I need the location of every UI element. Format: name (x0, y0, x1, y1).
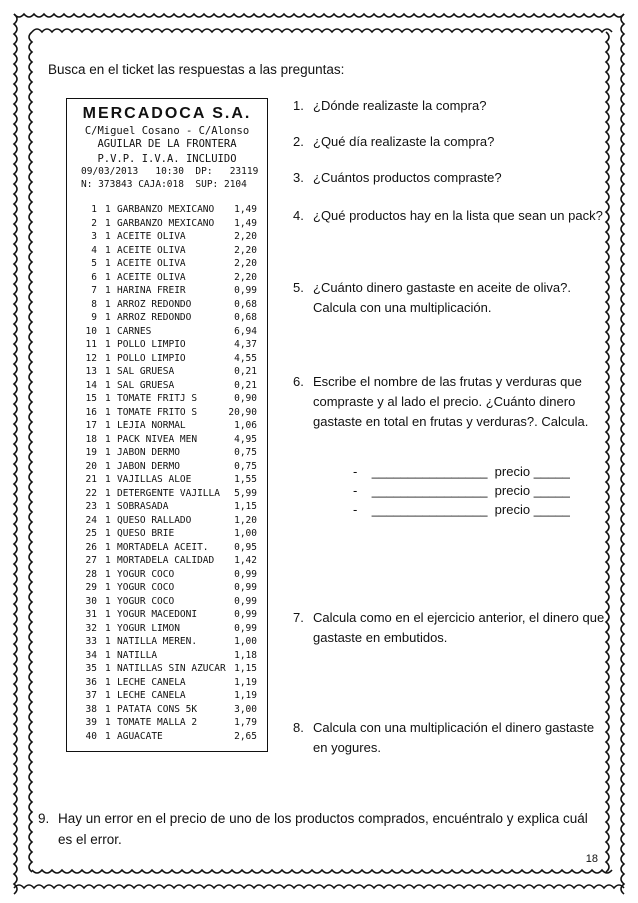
item-description: YOGUR COCO (117, 568, 175, 580)
item-price: 2,20 (234, 258, 257, 269)
item-price: 20,90 (228, 406, 257, 418)
question-number: 5. (293, 280, 304, 295)
item-index: 3 (91, 231, 97, 242)
item-price: 1,20 (234, 514, 257, 526)
item-quantity: 1 (105, 514, 111, 526)
item-description: YOGUR COCO (117, 595, 175, 607)
item-description: VAJILLAS ALOE (117, 474, 192, 485)
item-description: GARBANZO MEXICANO (117, 217, 215, 229)
item-quantity: 1 (105, 433, 111, 445)
receipt-address-1: C/Miguel Cosano - C/Alonso (84, 125, 250, 137)
item-price: 0,90 (234, 393, 257, 404)
item-price: 6,94 (234, 325, 257, 337)
item-description: ARROZ REDONDO (117, 312, 192, 323)
item-index: 16 (85, 406, 97, 418)
item-price: 4,55 (234, 352, 257, 364)
receipt-ticket (66, 98, 268, 752)
item-index: 7 (91, 285, 97, 296)
item-index: 39 (85, 717, 97, 728)
item-description: GARBANZO MEXICANO (117, 204, 215, 215)
item-price: 2,20 (234, 231, 257, 242)
item-index: 38 (85, 703, 97, 715)
item-price: 3,00 (234, 703, 257, 715)
item-description: PACK NIVEA MEN (117, 433, 198, 445)
item-quantity: 1 (105, 663, 111, 674)
item-description: PATATA CONS 5K (117, 703, 198, 715)
item-index: 26 (85, 541, 97, 553)
item-price: 0,99 (234, 609, 257, 620)
item-quantity: 1 (105, 352, 111, 364)
question-6 (293, 372, 605, 432)
item-quantity: 1 (105, 609, 111, 620)
question-4 (293, 206, 605, 226)
item-price: 1,79 (234, 717, 257, 728)
item-quantity: 1 (105, 217, 111, 229)
question-9 (38, 808, 598, 850)
item-quantity: 1 (105, 676, 111, 688)
item-price: 1,49 (234, 204, 257, 215)
receipt-date-line: 09/03/2013 10:30 DP: 23119 (81, 166, 259, 177)
item-index: 20 (85, 460, 97, 472)
item-price: 1,42 (234, 555, 257, 566)
item-description: NATILLAS SIN AZUCAR (117, 663, 226, 674)
item-quantity: 1 (105, 406, 111, 418)
item-quantity: 1 (105, 487, 111, 499)
item-quantity: 1 (105, 379, 111, 391)
question-number: 4. (293, 208, 304, 223)
item-description: POLLO LIMPIO (117, 339, 186, 350)
item-description: CARNES (117, 325, 152, 337)
item-description: SAL GRUESA (117, 366, 175, 377)
item-index: 24 (85, 514, 97, 526)
question-3 (293, 168, 605, 188)
item-price: 0,68 (234, 298, 257, 310)
item-description: SAL GRUESA (117, 379, 175, 391)
question-5 (293, 278, 605, 318)
item-quantity: 1 (105, 690, 111, 701)
item-quantity: 1 (105, 258, 111, 269)
item-index: 12 (85, 352, 97, 364)
item-price: 1,00 (234, 636, 257, 647)
item-price: 1,00 (234, 528, 257, 539)
item-description: TOMATE FRITO S (117, 406, 198, 418)
item-quantity: 1 (105, 582, 111, 593)
instruction-text: Busca en el ticket las respuestas a las preguntas: (48, 62, 345, 77)
item-index: 32 (85, 622, 97, 634)
item-description: ARROZ REDONDO (117, 298, 192, 310)
item-quantity: 1 (105, 312, 111, 323)
answer-blank-line[interactable]: - ________________ precio _____ (353, 464, 570, 479)
item-quantity: 1 (105, 541, 111, 553)
question-text: ¿Dónde realizaste la compra? (313, 98, 487, 113)
item-description: ACEITE OLIVA (117, 244, 186, 256)
item-index: 19 (85, 447, 97, 458)
item-quantity: 1 (105, 703, 111, 715)
item-index: 25 (85, 528, 97, 539)
item-index: 14 (85, 379, 97, 391)
item-description: JABON DERMO (117, 460, 180, 472)
item-price: 4,95 (234, 433, 257, 445)
question-number: 3. (293, 170, 304, 185)
item-quantity: 1 (105, 366, 111, 377)
item-description: JABON DERMO (117, 447, 180, 458)
item-quantity: 1 (105, 244, 111, 256)
item-quantity: 1 (105, 339, 111, 350)
item-price: 1,15 (234, 663, 257, 674)
item-price: 2,65 (234, 730, 257, 742)
question-text: ¿Qué día realizaste la compra? (313, 134, 495, 149)
item-index: 23 (85, 501, 97, 512)
item-quantity: 1 (105, 285, 111, 296)
item-quantity: 1 (105, 717, 111, 728)
item-quantity: 1 (105, 528, 111, 539)
item-index: 9 (91, 312, 97, 323)
item-description: TOMATE FRITJ S (117, 393, 198, 404)
item-index: 6 (91, 271, 97, 283)
receipt-address-2: AGUILAR DE LA FRONTERA (97, 138, 237, 150)
item-quantity: 1 (105, 649, 111, 661)
question-text: ¿Cuántos productos compraste? (313, 170, 502, 185)
question-text: ¿Cuánto dinero gastaste en aceite de oliva?. Calcula con una multiplicación. (313, 280, 572, 315)
item-index: 8 (91, 298, 97, 310)
item-description: MORTADELA CALIDAD (117, 555, 215, 566)
item-price: 1,06 (234, 420, 257, 431)
item-index: 5 (91, 258, 97, 269)
item-quantity: 1 (105, 298, 111, 310)
item-description: LEJIA NORMAL (117, 420, 186, 431)
item-quantity: 1 (105, 501, 111, 512)
item-index: 29 (85, 582, 97, 593)
item-quantity: 1 (105, 595, 111, 607)
item-index: 35 (85, 663, 97, 674)
item-index: 1 (91, 204, 97, 215)
item-description: NATILLA MEREN. (117, 636, 198, 647)
item-quantity: 1 (105, 474, 111, 485)
question-text: Calcula como en el ejercicio anterior, el dinero que gastaste en embutidos. (313, 610, 605, 645)
item-description: HARINA FREIR (117, 285, 186, 296)
item-description: NATILLA (117, 649, 158, 661)
item-price: 2,20 (234, 271, 257, 283)
item-description: LECHE CANELA (117, 676, 186, 688)
item-price: 0,99 (234, 582, 257, 593)
answer-blanks (353, 462, 570, 519)
question-number: 9. (38, 811, 50, 826)
question-number: 6. (293, 374, 304, 389)
item-index: 33 (85, 636, 97, 647)
item-price: 0,99 (234, 622, 257, 634)
question-number: 1. (293, 98, 304, 113)
item-price: 0,75 (234, 447, 257, 458)
item-description: YOGUR MACEDONI (117, 609, 198, 620)
item-price: 1,18 (234, 649, 257, 661)
item-index: 28 (85, 568, 97, 580)
item-index: 18 (85, 433, 97, 445)
item-description: LECHE CANELA (117, 690, 186, 701)
item-quantity: 1 (105, 393, 111, 404)
item-quantity: 1 (105, 447, 111, 458)
item-index: 36 (85, 676, 97, 688)
item-description: DETERGENTE VAJILLA (117, 487, 220, 499)
item-index: 40 (85, 730, 97, 742)
item-quantity: 1 (105, 555, 111, 566)
item-quantity: 1 (105, 231, 111, 242)
item-index: 30 (85, 595, 97, 607)
question-number: 2. (293, 134, 304, 149)
item-price: 1,19 (234, 676, 257, 688)
item-description: POLLO LIMPIO (117, 352, 186, 364)
item-index: 17 (85, 420, 97, 431)
item-price: 1,15 (234, 501, 257, 512)
item-price: 0,95 (234, 541, 257, 553)
item-description: AGUACATE (117, 730, 163, 742)
item-quantity: 1 (105, 420, 111, 431)
item-index: 13 (85, 366, 97, 377)
question-7 (293, 608, 605, 648)
item-description: QUESO BRIE (117, 528, 175, 539)
item-price: 0,99 (234, 595, 257, 607)
item-price: 1,55 (234, 474, 257, 485)
question-2 (293, 132, 605, 152)
question-8 (293, 718, 605, 758)
item-price: 5,99 (234, 487, 257, 499)
receipt-store-name: MERCADOCA S.A. (82, 105, 252, 122)
answer-blank-line[interactable]: - ________________ precio _____ (353, 502, 570, 517)
question-1 (293, 96, 605, 116)
item-quantity: 1 (105, 325, 111, 337)
item-description: TOMATE MALLA 2 (117, 717, 198, 728)
item-description: ACEITE OLIVA (117, 271, 186, 283)
item-index: 10 (85, 325, 97, 337)
receipt-number-line: N: 373843 CAJA:018 SUP: 2104 (81, 179, 247, 190)
item-description: MORTADELA ACEIT. (117, 541, 209, 553)
item-description: QUESO RALLADO (117, 514, 192, 526)
item-price: 2,20 (234, 244, 257, 256)
page-number: 18 (585, 853, 598, 865)
item-quantity: 1 (105, 730, 111, 742)
item-price: 0,75 (234, 460, 257, 472)
question-number: 8. (293, 720, 304, 735)
item-index: 21 (85, 474, 97, 485)
item-description: YOGUR LIMON (117, 622, 180, 634)
item-index: 22 (85, 487, 97, 499)
item-quantity: 1 (105, 460, 111, 472)
item-index: 37 (85, 690, 97, 701)
receipt-tax-note: P.V.P. I.V.A. INCLUIDO (97, 153, 237, 165)
item-index: 11 (85, 339, 97, 350)
question-text: Escribe el nombre de las frutas y verduras que compraste y al lado el precio. ¿Cuánto dinero gastaste en total en frutas y verduras?. Calcula. (313, 374, 589, 429)
question-text: ¿Qué productos hay en la lista que sean un pack? (313, 208, 603, 223)
question-text: Calcula con una multiplicación el dinero gastaste en yogures. (313, 720, 595, 755)
item-price: 1,49 (234, 217, 257, 229)
item-price: 0,21 (234, 379, 257, 391)
item-index: 31 (85, 609, 97, 620)
item-index: 27 (85, 555, 97, 566)
item-index: 15 (85, 393, 97, 404)
answer-blank-line[interactable]: - ________________ precio _____ (353, 483, 570, 498)
receipt-line-item (75, 731, 257, 747)
item-index: 2 (91, 217, 97, 229)
item-price: 0,99 (234, 568, 257, 580)
item-price: 0,21 (234, 366, 257, 377)
question-text: Hay un error en el precio de uno de los productos comprados, encuéntralo y explica cuál es el error. (58, 811, 588, 847)
item-quantity: 1 (105, 568, 111, 580)
item-quantity: 1 (105, 204, 111, 215)
question-number: 7. (293, 610, 304, 625)
item-price: 1,19 (234, 690, 257, 701)
item-index: 4 (91, 244, 97, 256)
item-description: ACEITE OLIVA (117, 231, 186, 242)
item-description: ACEITE OLIVA (117, 258, 186, 269)
item-price: 0,68 (234, 312, 257, 323)
item-index: 34 (85, 649, 97, 661)
item-quantity: 1 (105, 636, 111, 647)
item-quantity: 1 (105, 622, 111, 634)
item-description: YOGUR COCO (117, 582, 175, 593)
item-price: 0,99 (234, 285, 257, 296)
item-quantity: 1 (105, 271, 111, 283)
item-price: 4,37 (234, 339, 257, 350)
item-description: SOBRASADA (117, 501, 169, 512)
